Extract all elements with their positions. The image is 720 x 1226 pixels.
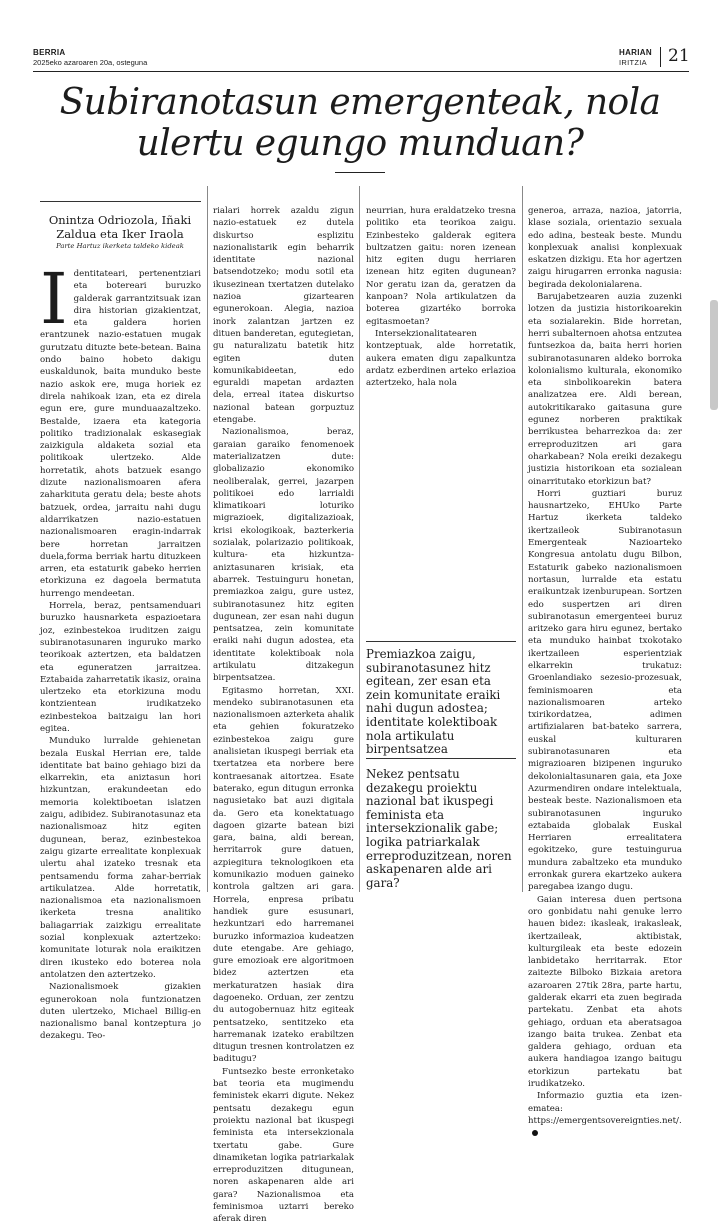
paragraph: rialari horrek azaldu zigun nazio-estatuek ez dutela diskurtso esplizitu nazionalistarik egin beharrik identitate nazional batsendotzeko; modu sotil eta ikusezinean txertatzen dutelako nazioa gizartearen egunerokoan. Alegia, nazioa inork zalantzan jartzen ez dituen banderetan, egutegietan, gu naturalizatu batetik hitz egiten duten komunikabideetan, edo eguraldi mapetan ardazten dela, erreal itatea diskurtso nazional batean gorpuztuz etengabe. (213, 206, 354, 426)
paragraph: Gaian interesa duen pertsona oro gonbidatu nahi genuke lerro hauen bidez: ikasleak, irakasleak, ikertzaileak, aktibistak, kulturgileak eta beste edozein lanbidetako herritarrak. Etor zaitezte Bilboko Bizkaia aretora azaroaren 27tik 28ra, parte hartu, galderak ekarri eta zuen begirada partekatu. Zenbat eta ahots gehiago, orduan eta aberatsagoa izango baita trukea. Zenbat eta galdera gehiago, orduan eta aukera handiagoa izango baitugu etorkizun partekatu bat irudikatzeko. (528, 894, 682, 1090)
column-rule (522, 186, 523, 892)
paragraph: Funtsezko beste erronketako bat teoria eta mugimendu feministek ekarri digute. Nekez pentsatu dezakegu egun proiektu nazional bat ikuspegi feminista eta intersekzionala txertatu gabe. Gure dinamiketan logika patriarkalak erreproduzitzen ditugunean, noren askapenaren alde ari gara? Nazionalismoa eta feminismoa uztarri bereko aferak diren (213, 1066, 354, 1225)
paragraph: neurrian, hura eraldatzeko tresna politiko eta teorikoa zaigu. Ezinbesteko galderak egitera bultzatzen gaitu: noren izenean hitz egiten dugu herriaren izenean hitz egiten dugunean? Nor geratu izan da, geratzen da kanpoan? Nola artikulatzen da boterea gizartéko borroka egitasmoetan? (366, 206, 516, 327)
header-rule (33, 71, 689, 72)
paragraph: Nazionalismoek gizakien egunerokoan nola funtzionatzen duten ulertzeko, Michael Billig-en nazionalismo banal kontzeptura jo dezakegu. Teo- (40, 982, 201, 1042)
header-separator (660, 47, 661, 67)
paragraph: Egitasmo horretan, XXI. mendeko subiranotasunen eta nazionalismoen azterketa ahalik eta gehien fokuratzeko ezinbestekoa zaigu gure analisietan ikuspegi berriak eta txertatzea eta norbere bere kontraesanak aitortzea. Esate baterako, egun ditugun erronka nagusietako bat auzi digitala da. Gero eta konektatuago dagoen gizarte batean bizi gara, baina, aldi berean, herritarrok gure datuen, azpiegitura teknologikoen eta komunikazio moduen gaineko kontrola galtzen ari gara. Horrela, enpresa pribatu handiek gure esusunari, hezkuntzari edo harremanei buruzko informazioa kudeatzen dute etengabe. Are gehiago, gure emozioak ere algoritmoen bidez aztertzen eta merkaturatzen hasiak dira dagoeneko. Orduan, zer zentzu du autogobernuaz hitz egiteak pentsatzeko, sentitzeko eta harremanak izateko erabiltzen ditugun tresnen kontrolatzen ez baditugu? (213, 685, 354, 1065)
paragraph-text: dentitateari, pertenentziari eta botereari buruzko galderak garrantzitsuak izan dira historian gizakientzat, eta galdera horien erantzunek nazio-estatuen mugak gurutzatu dituzte bete-betean. Baina ondo baino hobeto dakigu euskaldunok, baita munduko beste nazio askok ere, muga horiek ez direla nahikoak izan, eta ez direla egun ere, gure munduaazaltzeko. Bestalde, izaera eta kategoria politiko tradizionalak eskasegiak zaizkigula aldaketa sozial eta politikoak ulertzeko. Alde horretatik, ahots batzuek esango dizute nazionalismoaren afera zaharkituta geratu dela; beste ahots batzuek, ordea, jarraitu nahi dugu aldarrikatzen nazio-estatuen nazionalismoaren eragin-indarrak bere horretan jarraitzen duela,forma berriak hartu dituzkeen arren, eta estaturik gabeko herrien etorkizuna ez dagoela bermatuta hurrengo mendeetan. (40, 269, 201, 599)
paragraph: Horri guztiari buruz hausnartzeko, EHUko Parte Hartuz ikerketa taldeko ikertzaileok Subiranotasun Emergenteak Nazioartekо Kongresua antolatu dugu Bilbon, Estaturik gabeko nazionalismoen nortasun, lurralde eta estatu eraikuntzak izenburupean. Sortzen edo suspertzen ari diren subiranotasun emergenteei buruz aritzeko gara hiru egunez, bertako eta munduko hainbat txokotako ikertzaileen esperientziak elkarrekin trukatuz: Groenlandiako sezesio-prozesuak, feminismoaren eta nazionalismoaren arteko txirikordatzea, adimen artifizialaren bat-bateko sarrera, euskal kulturaren subiranotasunaren eta migrazioaren bizipenen inguruko dekolonialtasunaren gaia, eta Joxe Azurmendiren ondare intelektuala, besteak beste. Nazionalismoen eta subiranotasunen inguruko eztabaida globalak Euskal Herriaren errealitatera egokitzeko, gure testuingurua mundura zabaltzeko eta munduko erronkak gurera ekartzeko aukera paregabea izango dugu. (528, 488, 682, 893)
page-number: 21 (668, 46, 690, 66)
authors-top-rule (40, 201, 201, 202)
subsection-name: IRITZIA (619, 58, 647, 67)
column-rule (359, 186, 360, 892)
column-4 (528, 205, 682, 1140)
paragraph: Nazionalismoa, beraz, garaian garaiko fenomenoek materializatzen dute: globalizazio ekonomiko neoliberalak, gerrei, jazarpen politikoei edo larrialdi klimatikoari loturiko migrazioek, digitalizazioak, krisi ekologikoak, bazterkeria sozialak, polarizazio politikoak, kultura- eta hizkuntza-aniztasunaren krisiak, eta abarrek. Testuinguru honetan, premiazkoa zaigu, gure ustez, subiranotasunez hitz egiten dugunean, zer esan nahi dugun pentsatzea, zein komunitate eraiki nahi dugun adostea, eta identitate kolektiboak nola artikulatu ditzakegun birpentsatzea. (213, 427, 354, 684)
paragraph: Munduko lurralde gehienetan bezala Euskal Herrian ere, talde identitate bat baino gehiago bizi da elkarrekin, eta aniztasun hori hizkuntzan, erakundeetan edo memoria kolektiboetan islatzen zaigu, adibidez. Subiranotasunaz eta nazionalismoaz hitz egiten dugunean, beraz, ezinbestekoa zaigu gizarte errealitate konplexuak ulertu ahal izateko tresnak eta pentsamendu forma zahar-berriak artikulatzea. Alde horretatik, nazionalismoa eta nazionalismoen ikerketa tresna analitiko baliagarriak zaizkigu errealitate sozial konplexuak aztertzeko: komunitate loturak nola eraikitzen diren ikusteko edo boterea nola antolatzen den aztertzeko. (40, 736, 201, 980)
paragraph: Barujabetzearen auzia zuzenki lotzen da justizia historikoarekin eta sozialarekin. Bide horretan, herri subalternoen ahotsa entzutea funtsezkoa da, baita herri horien subiranotasunaren aldeko borroka kolonialismo kulturala, ekonomiko eta sinbolikoarekin batera analizatzea ere. Aldi berean, autokritikarako gaitasuna gure egunez norberen praktikak berrikustea beharrezkoa da: zer erreproduzitzen ari gara oharkabean? Nola ereiki dezakegu justizia historikoan eta sozialean oinarritutako etorkizun bat? (528, 292, 682, 487)
pullquote-rule (366, 641, 516, 642)
title-rule (335, 172, 385, 173)
pull-quote: Premiazkoa zaigu, subiranotasunez hitz egitean, zer esan eta zein komunitate eraiki nahi dugun adostea; identitate kolektiboak nola artikulatu birpentsatzea (366, 647, 501, 757)
scrollbar-thumb[interactable] (710, 300, 718, 410)
pullquote-rule (366, 758, 516, 759)
section-name: HARIAN (619, 48, 652, 57)
article-title: Subiranotasun emergenteak, nola ulertu egungo munduan? (59, 82, 661, 164)
drop-cap: I (40, 258, 68, 340)
author-affiliation: Parte Hartuz ikerketa taldeko kideak (56, 242, 184, 250)
column-3 (366, 205, 516, 389)
article-authors: Onintza Odriozola, Iñaki Zaldua eta Iker Iraola (48, 213, 192, 241)
newspaper-name: BERRIA (33, 48, 66, 57)
column-2 (213, 205, 354, 1226)
column-rule (207, 186, 208, 892)
paragraph: Horrela, beraz, pentsamenduari buruzko hausnarketa espazioetara joz, ezinbestekoa iruditzen zaigu subiranotasunaren inguruko marko teorikoak aztertzen, eta baldatzen eta eguneratzen jarraitzea. Eztabaida zaharretatik ikasiz, oraina ulertzeko eta etorkizuna modu kontzientean irudikatzeko ezinbestekoa baitzaigu lan hori egitea. (40, 601, 201, 734)
paragraph (528, 1090, 682, 1139)
pull-quote: Nekez pentsatu dezakegu proiektu nazional bat ikuspegi feminista eta intersekzionalik gabe; logika patriarkalak erreproduzitzean, noren askapenaren alde ari gara? (366, 767, 512, 890)
column-1 (40, 258, 201, 1043)
issue-date: 2025eko azaroaren 20a, osteguna (33, 58, 148, 67)
paragraph (40, 258, 201, 600)
paragraph: Intersekzionalitatearen kontzeptuak, alde horretatik, aukera ematen digu zapalkuntza ardatz ezberdinen arteko erlazioa aztertzeko, hala nola (366, 328, 516, 389)
end-mark-icon (532, 1130, 538, 1136)
info-text: Informazio guztia eta izen-ematea: https://emergentsovereignties.net/. (528, 1091, 682, 1126)
paragraph: generoa, arraza, nazioa, jatorria, klase soziala, orientazio sexuala edo adina, besteak beste. Mundu konplexuak analisi konplexuak eskatzen dizkigu. Eta hor agertzen zaigu hirugarren erronka nagusia: begirada dekolonialarena. (528, 206, 682, 290)
